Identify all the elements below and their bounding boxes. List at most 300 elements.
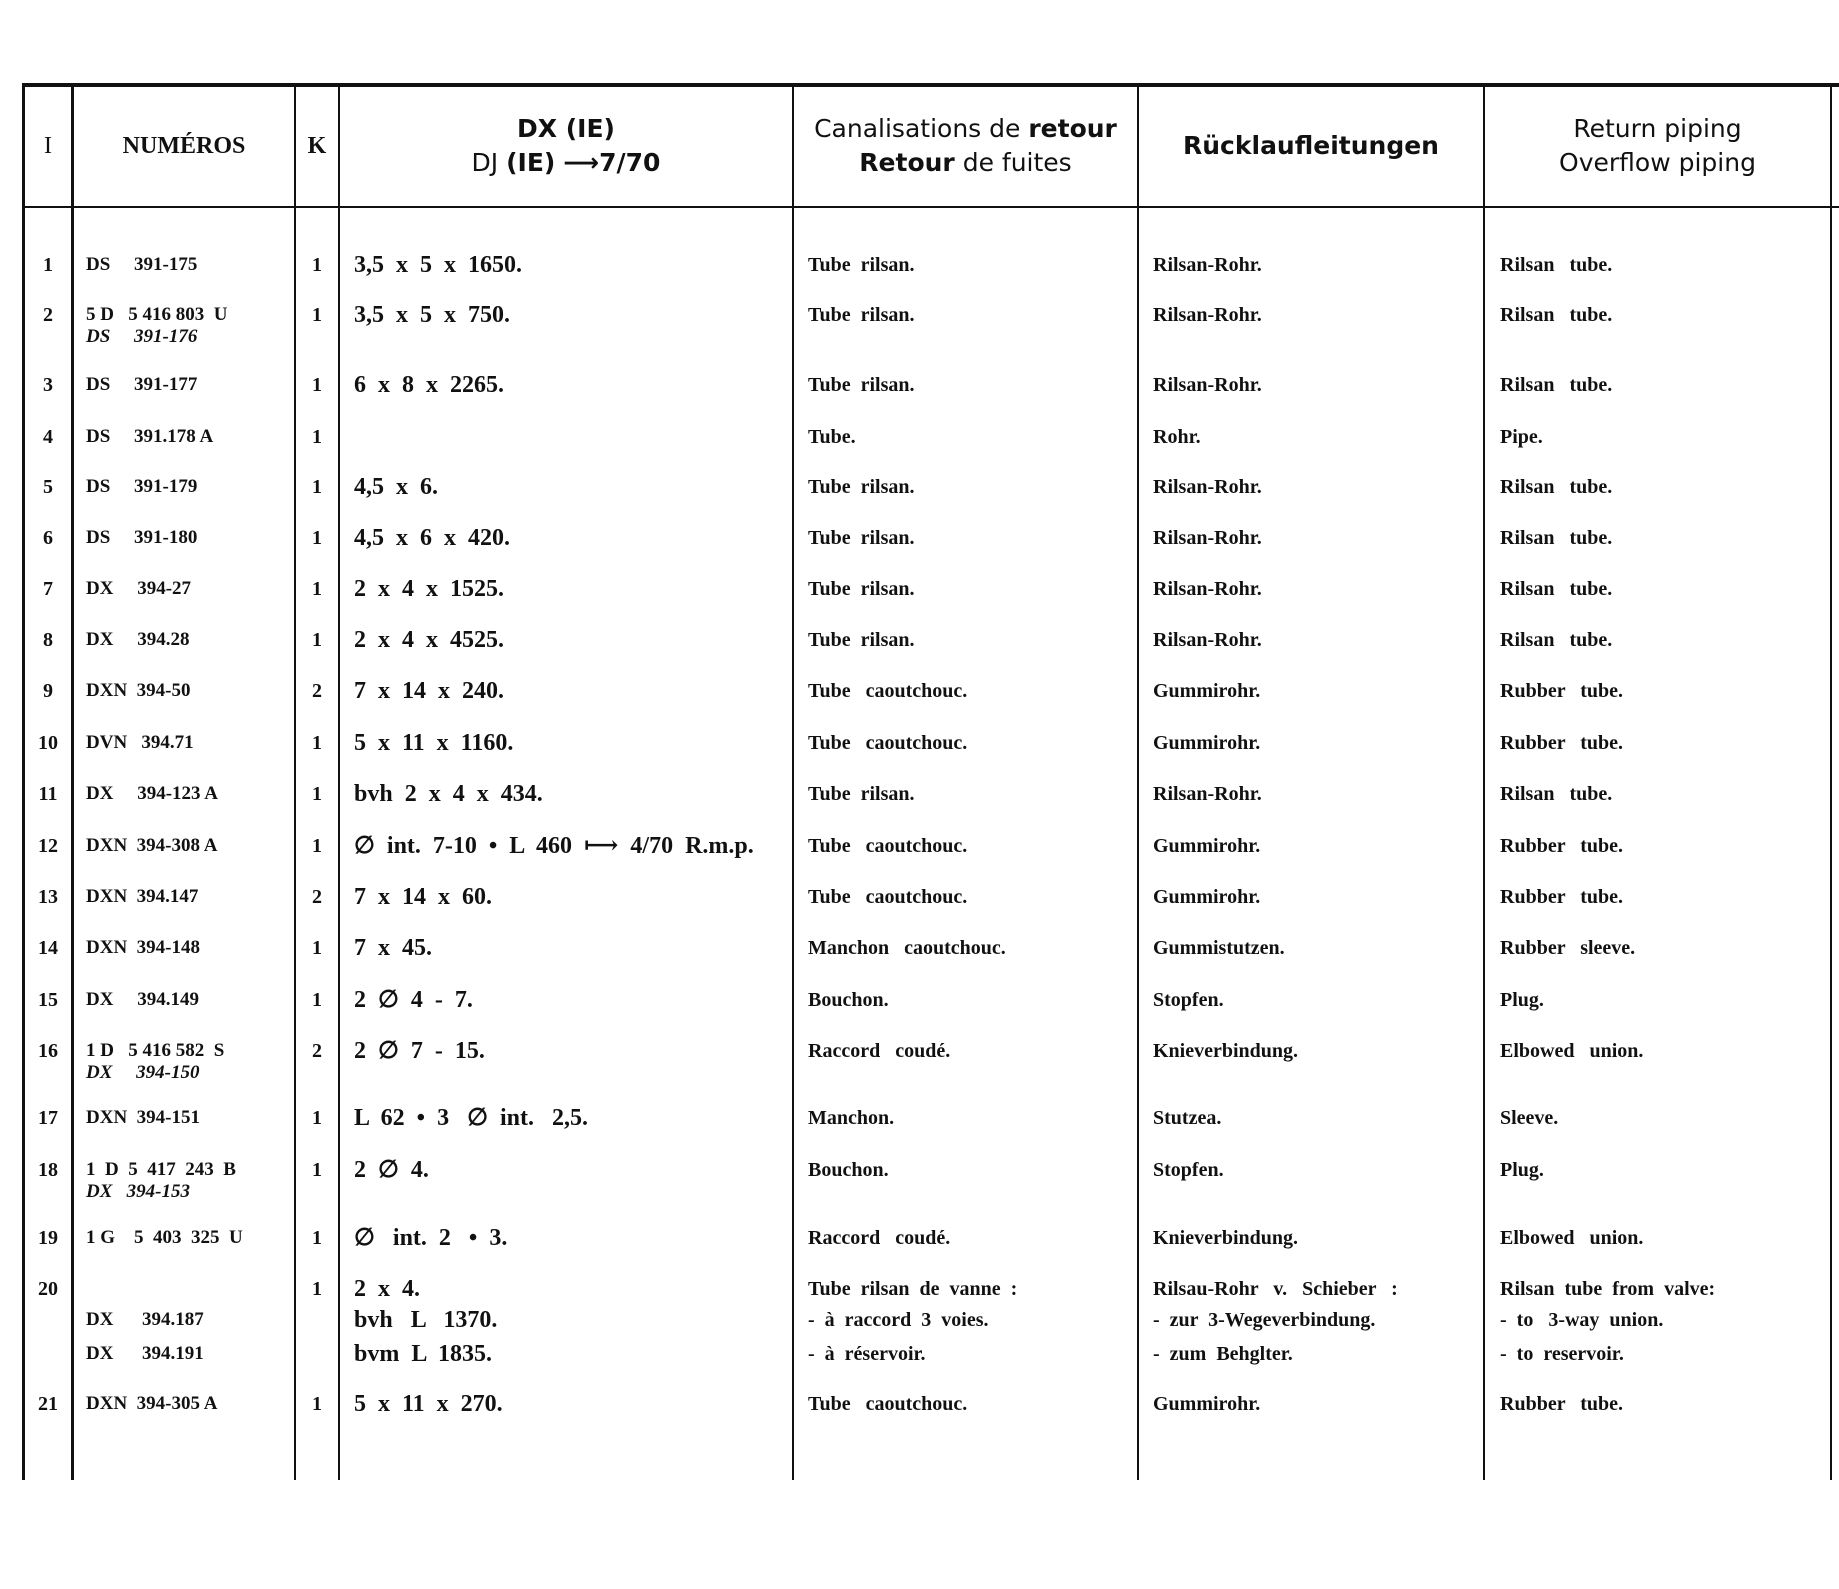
cell-i-text: 10 (38, 732, 58, 754)
header-german (1139, 87, 1483, 205)
cell-dim (354, 629, 790, 651)
cell-fr (808, 1040, 1134, 1062)
cell-i (25, 886, 71, 908)
cell-k (296, 886, 338, 908)
cell-en (1500, 1309, 1828, 1331)
cell-num-text: DXN 394.147 (86, 886, 199, 907)
cell-de (1153, 1309, 1481, 1331)
cell-i-text: 17 (38, 1107, 58, 1129)
cell-en (1500, 1278, 1828, 1300)
cell-i (25, 989, 71, 1011)
cell-fr-text: - à raccord 3 voies. (808, 1309, 989, 1331)
cell-fr-text: Tube caoutchouc. (808, 680, 968, 702)
cell-en (1500, 1227, 1828, 1249)
cell-en-text: Rubber tube. (1500, 886, 1623, 908)
cell-dim (354, 732, 790, 754)
cell-num (86, 1343, 291, 1365)
cell-dim (354, 304, 790, 326)
cell-dim (354, 1278, 790, 1300)
cell-de-text: Rilsan-Rohr. (1153, 254, 1262, 276)
cell-k (296, 1227, 338, 1249)
cell-de (1153, 304, 1481, 326)
cell-dim (354, 374, 790, 396)
cell-k-text: 1 (312, 835, 322, 857)
cell-de-text: Rilsan-Rohr. (1153, 476, 1262, 498)
cell-fr (808, 426, 1134, 448)
cell-en-text: Rilsan tube. (1500, 304, 1613, 326)
cell-fr-text: Manchon caoutchouc. (808, 937, 1006, 959)
cell-en-text: Rilsan tube. (1500, 629, 1613, 651)
cell-fr (808, 1278, 1134, 1300)
cell-en-text: Rubber sleeve. (1500, 937, 1636, 959)
cell-en (1500, 1159, 1828, 1181)
cell-de-text: Stopfen. (1153, 1159, 1224, 1181)
cell-k-text: 1 (312, 1393, 322, 1415)
cell-k (296, 937, 338, 959)
cell-de (1153, 254, 1481, 276)
cell-de (1153, 937, 1481, 959)
cell-dim-text: 7 x 14 x 60. (354, 884, 492, 910)
cell-de-text: Rilsan-Rohr. (1153, 374, 1262, 396)
header-fr-bold1: retour (1028, 114, 1117, 143)
cell-i-text: 18 (38, 1159, 58, 1181)
cell-fr-text: Manchon. (808, 1107, 895, 1129)
cell-num-text: DX 394-123 A (86, 783, 218, 804)
cell-en (1500, 1393, 1828, 1415)
cell-fr-text: Tube rilsan. (808, 629, 915, 651)
cell-dim-text: 2 ∅ 4 - 7. (354, 987, 473, 1013)
cell-dim-text: ∅ int. 7-10 • L 460 ⟼ 4/70 R.m.p. (354, 833, 754, 859)
header-index-label: I (44, 132, 52, 159)
cell-i (25, 680, 71, 702)
cell-k-text: 1 (312, 304, 322, 326)
cell-en (1500, 304, 1828, 326)
cell-fr (808, 1309, 1134, 1331)
header-index (25, 87, 71, 205)
cell-en (1500, 629, 1828, 651)
cell-de (1153, 732, 1481, 754)
cell-de-text: Rilsan-Rohr. (1153, 527, 1262, 549)
cell-dim (354, 578, 790, 600)
cell-num-text: DX 394.149 (86, 989, 199, 1010)
cell-de-text: Gummirohr. (1153, 886, 1261, 908)
cell-de (1153, 1159, 1481, 1181)
cell-fr-text: - à réservoir. (808, 1343, 926, 1365)
cell-i-text: 13 (38, 886, 58, 908)
cell-fr-text: Tube rilsan. (808, 374, 915, 396)
cell-k (296, 783, 338, 805)
header-numeros-label: NUMÉROS (122, 132, 246, 159)
cell-num (86, 374, 291, 396)
cell-fr (808, 886, 1134, 908)
cell-k (296, 1278, 338, 1300)
cell-num-text: DXN 394-308 A (86, 835, 218, 856)
cell-i (25, 254, 71, 276)
cell-en-text: Elbowed union. (1500, 1227, 1644, 1249)
cell-k-text: 2 (312, 680, 322, 702)
cell-en-text: Sleeve. (1500, 1107, 1559, 1129)
cell-num-text: DXN 394-151 (86, 1107, 200, 1128)
cell-num-text: DS 391.178 A (86, 426, 214, 447)
cell-fr (808, 1227, 1134, 1249)
col-divider-en (1830, 85, 1832, 1480)
cell-dim (354, 1227, 790, 1249)
cell-num-text: 1 G 5 403 325 U (86, 1227, 243, 1248)
cell-k-text: 1 (312, 476, 322, 498)
cell-k-text: 1 (312, 732, 322, 754)
cell-num-text: DX 394.187 (86, 1309, 204, 1330)
cell-dim (354, 937, 790, 959)
cell-num (86, 254, 291, 276)
cell-num-secondary: DX 394-153 (86, 1181, 190, 1202)
cell-fr (808, 1343, 1134, 1365)
cell-en-text: Rubber tube. (1500, 835, 1623, 857)
cell-en-text: Rubber tube. (1500, 732, 1623, 754)
cell-de (1153, 1107, 1481, 1129)
cell-de (1153, 1278, 1481, 1300)
cell-en (1500, 527, 1828, 549)
header-model-bold: (IE) (506, 148, 556, 177)
cell-en (1500, 680, 1828, 702)
cell-i (25, 732, 71, 754)
cell-k (296, 1107, 338, 1129)
cell-i-text: 11 (38, 783, 58, 805)
cell-k-text: 1 (312, 426, 322, 448)
cell-dim (354, 886, 790, 908)
cell-en-text: Rilsan tube. (1500, 254, 1613, 276)
cell-en-text: - to 3-way union. (1500, 1309, 1664, 1331)
cell-fr (808, 989, 1134, 1011)
cell-num-text: DS 391-180 (86, 527, 198, 548)
cell-num-text: DXN 394-305 A (86, 1393, 218, 1414)
cell-num-text: DVN 394.71 (86, 732, 194, 753)
cell-k-text: 1 (312, 989, 322, 1011)
cell-dim (354, 1393, 790, 1415)
cell-de (1153, 527, 1481, 549)
cell-k (296, 732, 338, 754)
cell-en-text: Plug. (1500, 989, 1544, 1011)
cell-i-text: 19 (38, 1227, 58, 1249)
cell-num (86, 680, 291, 702)
cell-de (1153, 886, 1481, 908)
cell-de-text: Knieverbindung. (1153, 1040, 1299, 1062)
cell-dim-text: 3,5 x 5 x 1650. (354, 252, 522, 278)
cell-de (1153, 476, 1481, 498)
cell-num (86, 835, 291, 857)
cell-fr (808, 476, 1134, 498)
cell-fr (808, 578, 1134, 600)
cell-fr-text: Raccord coudé. (808, 1227, 951, 1249)
cell-dim-text: L 62 • 3 ∅ int. 2,5. (354, 1105, 588, 1131)
cell-dim (354, 1343, 790, 1365)
cell-k-text: 1 (312, 629, 322, 651)
cell-num (86, 783, 291, 805)
cell-dim-text: 2 x 4. (354, 1276, 420, 1302)
cell-dim-text: 7 x 14 x 240. (354, 678, 504, 704)
cell-num-text: DX 394.191 (86, 1343, 204, 1364)
cell-en (1500, 1343, 1828, 1365)
cell-dim-text: 2 ∅ 7 - 15. (354, 1038, 485, 1064)
col-divider-k (338, 85, 340, 1480)
arrow-right-icon: ⟶ (563, 148, 600, 177)
cell-dim (354, 680, 790, 702)
cell-k (296, 527, 338, 549)
cell-k-text: 1 (312, 254, 322, 276)
cell-en (1500, 886, 1828, 908)
cell-k-text: 2 (312, 886, 322, 908)
cell-dim-text: 2 x 4 x 4525. (354, 627, 504, 653)
cell-i-text: 5 (43, 476, 53, 498)
cell-i-text: 3 (43, 374, 53, 396)
cell-i (25, 1278, 71, 1300)
cell-num (86, 937, 291, 959)
cell-fr-text: Tube rilsan. (808, 254, 915, 276)
cell-de (1153, 783, 1481, 805)
cell-dim-text: ∅ int. 2 • 3. (354, 1225, 508, 1251)
cell-k (296, 989, 338, 1011)
cell-i-text: 20 (38, 1278, 58, 1300)
cell-de (1153, 1227, 1481, 1249)
cell-dim-text: 5 x 11 x 1160. (354, 730, 514, 756)
cell-k (296, 835, 338, 857)
cell-fr-text: Tube rilsan. (808, 578, 915, 600)
cell-num-text: DX 394.28 (86, 629, 190, 650)
cell-en (1500, 1040, 1828, 1062)
cell-fr (808, 304, 1134, 326)
cell-fr (808, 835, 1134, 857)
cell-en (1500, 254, 1828, 276)
cell-i-text: 14 (38, 937, 58, 959)
cell-fr (808, 254, 1134, 276)
cell-num-text: 1 D 5 416 582 S (86, 1040, 225, 1061)
cell-de-text: Rilsau-Rohr v. Schieber : (1153, 1278, 1398, 1300)
cell-dim (354, 1107, 790, 1129)
cell-de-text: Knieverbindung. (1153, 1227, 1299, 1249)
cell-k (296, 304, 338, 326)
cell-de-text: Rilsan-Rohr. (1153, 304, 1262, 326)
cell-dim-text: 4,5 x 6 x 420. (354, 525, 510, 551)
cell-i (25, 578, 71, 600)
cell-en-text: Rilsan tube. (1500, 527, 1613, 549)
cell-fr (808, 783, 1134, 805)
cell-en (1500, 476, 1828, 498)
cell-fr (808, 1159, 1134, 1181)
cell-dim-text: 2 ∅ 4. (354, 1157, 429, 1183)
cell-fr-text: Raccord coudé. (808, 1040, 951, 1062)
cell-i-text: 15 (38, 989, 58, 1011)
header-english (1485, 87, 1830, 205)
cell-num-text: DS 391-175 (86, 254, 198, 275)
cell-num-text: 5 D 5 416 803 U (86, 304, 228, 325)
cell-i (25, 783, 71, 805)
header-model (340, 87, 792, 205)
cell-i-text: 9 (43, 680, 53, 702)
cell-i (25, 304, 71, 326)
cell-fr (808, 527, 1134, 549)
cell-k-text: 1 (312, 1107, 322, 1129)
cell-num (86, 989, 291, 1011)
cell-k-text: 1 (312, 527, 322, 549)
cell-fr-text: Tube rilsan. (808, 476, 915, 498)
cell-num (86, 1393, 291, 1415)
cell-dim (354, 835, 790, 857)
cell-en (1500, 426, 1828, 448)
cell-i-text: 7 (43, 578, 53, 600)
cell-k-text: 1 (312, 1227, 322, 1249)
cell-dim (354, 1309, 790, 1331)
cell-k-text: 1 (312, 1159, 322, 1181)
cell-num (86, 578, 291, 600)
cell-k-text: 1 (312, 1278, 322, 1300)
cell-k-text: 1 (312, 578, 322, 600)
col-divider-dims (792, 85, 794, 1480)
cell-fr (808, 1393, 1134, 1415)
cell-de (1153, 1393, 1481, 1415)
cell-fr (808, 732, 1134, 754)
cell-i (25, 1393, 71, 1415)
header-french (794, 87, 1137, 205)
header-fr-bold2: Retour (859, 148, 955, 177)
cell-de-text: Rilsan-Rohr. (1153, 578, 1262, 600)
cell-de-text: Stopfen. (1153, 989, 1224, 1011)
cell-de-text: Gummirohr. (1153, 732, 1261, 754)
cell-k (296, 476, 338, 498)
header-model-line1: DX (IE) (517, 114, 615, 143)
cell-i-text: 4 (43, 426, 53, 448)
col-divider-de (1483, 85, 1485, 1480)
cell-num-text: DXN 394-50 (86, 680, 191, 701)
cell-en-text: Pipe. (1500, 426, 1543, 448)
header-k (296, 87, 338, 205)
cell-i-text: 1 (43, 254, 53, 276)
cell-en (1500, 937, 1828, 959)
cell-i (25, 374, 71, 396)
cell-fr-text: Tube caoutchouc. (808, 732, 968, 754)
cell-dim-text: bvh 2 x 4 x 434. (354, 781, 543, 807)
cell-en-text: Rubber tube. (1500, 1393, 1623, 1415)
cell-de (1153, 426, 1481, 448)
cell-de-text: Rilsan-Rohr. (1153, 629, 1262, 651)
cell-fr-text: Bouchon. (808, 1159, 889, 1181)
cell-i (25, 937, 71, 959)
cell-i-text: 6 (43, 527, 53, 549)
cell-num (86, 629, 291, 651)
cell-i (25, 835, 71, 857)
cell-de-text: Stutzea. (1153, 1107, 1222, 1129)
cell-de (1153, 578, 1481, 600)
cell-i (25, 476, 71, 498)
col-divider-index (71, 85, 74, 1480)
cell-num-text: 1 D 5 417 243 B (86, 1159, 236, 1180)
cell-dim (354, 527, 790, 549)
cell-i-text: 12 (38, 835, 58, 857)
cell-fr-text: Tube rilsan. (808, 783, 915, 805)
cell-de-text: Rohr. (1153, 426, 1201, 448)
cell-k (296, 426, 338, 448)
cell-num-text: DX 394-27 (86, 578, 192, 599)
header-numeros (74, 87, 294, 205)
cell-de-text: - zur 3-Wegeverbindung. (1153, 1309, 1376, 1331)
cell-en (1500, 578, 1828, 600)
header-en-line1: Return piping (1573, 114, 1742, 143)
cell-i (25, 1107, 71, 1129)
cell-de-text: Gummirohr. (1153, 1393, 1261, 1415)
cell-dim-text: 4,5 x 6. (354, 474, 438, 500)
cell-num-text: DS 391-177 (86, 374, 198, 395)
cell-num-text: DS 391-179 (86, 476, 198, 497)
cell-k (296, 1393, 338, 1415)
cell-en-text: Rilsan tube. (1500, 476, 1613, 498)
cell-i-text: 8 (43, 629, 53, 651)
cell-i-text: 16 (38, 1040, 58, 1062)
cell-en (1500, 374, 1828, 396)
cell-de (1153, 680, 1481, 702)
cell-fr-text: Tube rilsan de vanne : (808, 1278, 1018, 1300)
cell-num (86, 1159, 291, 1203)
cell-en-text: Rubber tube. (1500, 680, 1623, 702)
cell-i-text: 21 (38, 1393, 58, 1415)
cell-fr-text: Tube rilsan. (808, 527, 915, 549)
cell-en-text: Elbowed union. (1500, 1040, 1644, 1062)
cell-fr-text: Tube caoutchouc. (808, 886, 968, 908)
cell-de (1153, 1343, 1481, 1365)
cell-i (25, 426, 71, 448)
cell-fr-text: Tube caoutchouc. (808, 1393, 968, 1415)
cell-dim (354, 989, 790, 1011)
cell-dim (354, 783, 790, 805)
cell-en (1500, 783, 1828, 805)
cell-k (296, 680, 338, 702)
cell-dim-text: 6 x 8 x 2265. (354, 372, 504, 398)
cell-dim-text: 2 x 4 x 1525. (354, 576, 504, 602)
cell-en (1500, 835, 1828, 857)
cell-k-text: 1 (312, 783, 322, 805)
cell-fr-text: Tube caoutchouc. (808, 835, 968, 857)
cell-num (86, 1107, 291, 1129)
cell-k-text: 1 (312, 937, 322, 959)
cell-k (296, 1040, 338, 1062)
cell-fr-text: Bouchon. (808, 989, 889, 1011)
header-k-label: K (307, 132, 327, 159)
cell-num-secondary: DS 391-176 (86, 326, 198, 347)
cell-k (296, 1159, 338, 1181)
cell-dim-text: bvm L 1835. (354, 1341, 493, 1367)
cell-de (1153, 1040, 1481, 1062)
cell-num (86, 886, 291, 908)
cell-en (1500, 1107, 1828, 1129)
cell-num-secondary: DX 394-150 (86, 1062, 200, 1083)
cell-k (296, 629, 338, 651)
header-model-prefix: DJ (471, 148, 499, 177)
cell-de (1153, 629, 1481, 651)
cell-k-text: 2 (312, 1040, 322, 1062)
cell-fr (808, 680, 1134, 702)
cell-num (86, 1309, 291, 1331)
cell-de-text: - zum Behglter. (1153, 1343, 1293, 1365)
cell-num (86, 476, 291, 498)
cell-num (86, 1040, 291, 1084)
cell-num-text: DXN 394-148 (86, 937, 200, 958)
cell-fr (808, 629, 1134, 651)
cell-dim-text: 7 x 45. (354, 935, 432, 961)
cell-k-text: 1 (312, 374, 322, 396)
cell-i (25, 629, 71, 651)
header-en-line2: Overflow piping (1559, 148, 1756, 177)
cell-dim-text: 3,5 x 5 x 750. (354, 302, 510, 328)
col-divider-fr (1137, 85, 1139, 1480)
cell-en (1500, 732, 1828, 754)
cell-i (25, 1040, 71, 1062)
